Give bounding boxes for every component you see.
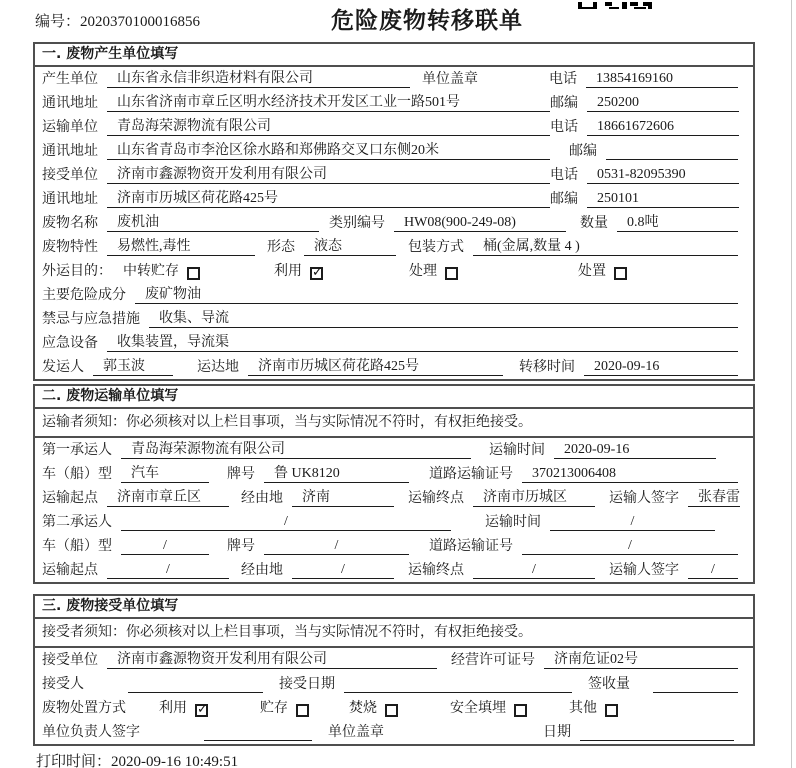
print-time-label: 打印时间： bbox=[36, 754, 112, 768]
shipper-field: 郭玉波 bbox=[93, 358, 173, 376]
destination-field: 济南市历城区荷花路425号 bbox=[248, 358, 503, 376]
receiving-unit-row bbox=[35, 648, 753, 672]
receiving-unit-field: 济南市鑫源物资开发利用有限公司 bbox=[107, 651, 437, 669]
receiver-postcode-field: 250101 bbox=[587, 190, 739, 208]
option-treat bbox=[409, 260, 458, 280]
second-transport-time-field: / bbox=[550, 513, 715, 531]
field-label: 运输单位 bbox=[42, 120, 98, 135]
packaging-field: 桶(金属,数量 4 ) bbox=[473, 238, 738, 256]
plate-label: 牌号 bbox=[227, 539, 255, 554]
option-label: 处置 bbox=[578, 264, 606, 279]
license-number-label: 经营许可证号 bbox=[451, 653, 535, 668]
waste-name-field: 废机油 bbox=[107, 214, 319, 232]
option-label: 贮存 bbox=[260, 701, 288, 716]
emergency-equipment-row bbox=[35, 331, 753, 355]
disposal-method-row bbox=[35, 696, 753, 720]
hazard-component-row bbox=[35, 283, 753, 307]
road-permit-label: 道路运输证号 bbox=[429, 539, 513, 554]
form-state-field: 液态 bbox=[304, 238, 396, 256]
first-transport-time-field: 2020-09-16 bbox=[554, 441, 716, 459]
checkbox-disposal-incinerate bbox=[385, 704, 398, 717]
first-road-permit-field: 370213006408 bbox=[522, 465, 738, 483]
via-label: 经由地 bbox=[241, 563, 283, 578]
waste-property-row bbox=[35, 235, 753, 259]
second-terminus-field: / bbox=[473, 561, 595, 579]
postcode-label: 邮编 bbox=[550, 96, 578, 111]
date-label: 日期 bbox=[543, 725, 571, 740]
receiver-notice: 接受者须知：你必须核对以上栏目事项，当与实际情况不符时，有权拒绝接受。 bbox=[35, 619, 753, 648]
first-carrier-row bbox=[35, 438, 753, 462]
responsible-signature-row bbox=[35, 720, 753, 744]
second-carrier-field: / bbox=[121, 513, 451, 531]
receiving-person-row bbox=[35, 672, 753, 696]
first-carrier-signature-field: 张春雷 bbox=[688, 489, 740, 507]
transfer-time-label: 转移时间 bbox=[519, 360, 575, 375]
carrier-signature-label: 运输人签字 bbox=[609, 563, 679, 578]
field-label: 通讯地址 bbox=[42, 192, 98, 207]
responsible-signature-field bbox=[204, 740, 312, 741]
second-plate-field: / bbox=[264, 537, 409, 555]
second-carrier-row bbox=[35, 510, 753, 534]
destination-label: 运达地 bbox=[197, 360, 239, 375]
transport-time-label: 运输时间 bbox=[485, 515, 541, 530]
option-store bbox=[260, 697, 309, 717]
via-label: 经由地 bbox=[241, 491, 283, 506]
waste-property-field: 易燃性,毒性 bbox=[107, 238, 255, 256]
option-label: 处理 bbox=[409, 264, 437, 279]
shipper-row bbox=[35, 355, 753, 379]
emergency-measures-row bbox=[35, 307, 753, 331]
first-terminus-field: 济南市历城区 bbox=[473, 489, 595, 507]
terminus-label: 运输终点 bbox=[408, 563, 464, 578]
first-carrier-field: 青岛海荣源物流有限公司 bbox=[121, 441, 471, 459]
terminus-label: 运输终点 bbox=[408, 491, 464, 506]
first-route-row bbox=[35, 486, 753, 510]
outbound-purpose-label: 外运目的： bbox=[42, 264, 112, 279]
unit-seal-label: 单位盖章 bbox=[328, 725, 384, 740]
field-label: 主要危险成分 bbox=[42, 288, 126, 303]
receiving-date-field bbox=[344, 692, 572, 693]
second-via-field: / bbox=[292, 561, 394, 579]
field-label: 单位负责人签字 bbox=[42, 725, 140, 740]
postcode-label: 邮编 bbox=[569, 144, 597, 159]
receiving-date-label: 接受日期 bbox=[279, 677, 335, 692]
hazard-component-field: 废矿物油 bbox=[135, 286, 738, 304]
option-label: 其他 bbox=[569, 701, 597, 716]
option-incinerate bbox=[349, 697, 398, 717]
field-label: 禁忌与应急措施 bbox=[42, 312, 140, 327]
option-label: 中转贮存 bbox=[123, 264, 179, 279]
first-vehicle-type-field: 汽车 bbox=[121, 465, 209, 483]
checkbox-disposal-landfill bbox=[514, 704, 527, 717]
packaging-label: 包装方式 bbox=[408, 240, 464, 255]
option-label: 利用 bbox=[159, 701, 187, 716]
field-label: 车（船）型 bbox=[42, 539, 112, 554]
producer-address-field: 山东省济南市章丘区明水经济技术开发区工业一路501号 bbox=[107, 94, 550, 112]
section-producer bbox=[33, 42, 755, 381]
option-secure-landfill bbox=[450, 697, 527, 717]
transporter-notice: 运输者须知：你必须核对以上栏目事项，当与实际情况不符时，有权拒绝接受。 bbox=[35, 409, 753, 438]
quantity-label: 数量 bbox=[580, 216, 608, 231]
first-vehicle-row bbox=[35, 462, 753, 486]
postcode-label: 邮编 bbox=[550, 192, 578, 207]
phone-label: 电话 bbox=[550, 120, 578, 135]
signed-quantity-field bbox=[653, 692, 738, 693]
print-time-value: 2020-09-16 10:49:51 bbox=[111, 754, 239, 768]
category-code-field: HW08(900-249-08) bbox=[394, 214, 566, 232]
page-title: 危险废物转移联单 bbox=[331, 8, 523, 34]
transporter-phone-field: 18661672606 bbox=[587, 118, 739, 136]
signed-quantity-label: 签收量 bbox=[588, 677, 630, 692]
plate-label: 牌号 bbox=[227, 467, 255, 482]
receiving-person-field bbox=[128, 692, 263, 693]
section-receiver bbox=[33, 594, 755, 746]
field-label: 应急设备 bbox=[42, 336, 98, 351]
checkbox-transfer-storage bbox=[187, 267, 200, 280]
serial-number-line bbox=[35, 10, 200, 31]
section-producer-heading: 一. 废物产生单位填写 bbox=[35, 44, 753, 67]
option-label: 安全填埋 bbox=[450, 701, 506, 716]
transport-time-label: 运输时间 bbox=[489, 443, 545, 458]
second-road-permit-field: / bbox=[522, 537, 738, 555]
producer-phone-field: 13854169160 bbox=[586, 70, 738, 88]
checkbox-disposal-other bbox=[605, 704, 618, 717]
first-via-field: 济南 bbox=[292, 489, 394, 507]
license-number-field: 济南危证02号 bbox=[544, 651, 738, 669]
option-dispose bbox=[578, 260, 627, 280]
road-permit-label: 道路运输证号 bbox=[429, 467, 513, 482]
option-utilize bbox=[159, 697, 208, 717]
phone-label: 电话 bbox=[549, 72, 577, 87]
field-label: 接受单位 bbox=[42, 653, 98, 668]
second-origin-field: / bbox=[107, 561, 229, 579]
second-carrier-signature-field: / bbox=[688, 561, 738, 579]
carrier-signature-label: 运输人签字 bbox=[609, 491, 679, 506]
receiver-address-field: 济南市历城区荷花路425号 bbox=[107, 190, 550, 208]
transporter-address-row bbox=[35, 139, 753, 163]
category-code-label: 类别编号 bbox=[329, 216, 385, 231]
field-label: 运输起点 bbox=[42, 563, 98, 578]
option-label: 利用 bbox=[274, 264, 302, 279]
receiver-address-row bbox=[35, 187, 753, 211]
receiver-phone-field: 0531-82095390 bbox=[587, 166, 739, 184]
checkbox-treat bbox=[445, 267, 458, 280]
option-utilize bbox=[274, 260, 323, 280]
emergency-equipment-field: 收集装置，导流渠 bbox=[107, 334, 738, 352]
field-label: 运输起点 bbox=[42, 491, 98, 506]
form-state-label: 形态 bbox=[267, 240, 295, 255]
checkbox-dispose bbox=[614, 267, 627, 280]
print-time-line bbox=[36, 750, 238, 768]
field-label: 第二承运人 bbox=[42, 515, 112, 530]
quantity-field: 0.8吨 bbox=[617, 214, 738, 232]
first-plate-field: 鲁 UK8120 bbox=[264, 465, 409, 483]
option-label: 焚烧 bbox=[349, 701, 377, 716]
phone-label: 电话 bbox=[550, 168, 578, 183]
field-label: 第一承运人 bbox=[42, 443, 112, 458]
field-label: 接受单位 bbox=[42, 168, 98, 183]
second-vehicle-row bbox=[35, 534, 753, 558]
transfer-time-field: 2020-09-16 bbox=[584, 358, 738, 376]
seal-date-field bbox=[580, 740, 734, 741]
field-label: 废物名称 bbox=[42, 216, 98, 231]
waste-name-row bbox=[35, 211, 753, 235]
transporter-address-field: 山东省青岛市李沧区徐水路和郑佛路交叉口东侧20米 bbox=[107, 142, 550, 160]
checkbox-disposal-store bbox=[296, 704, 309, 717]
first-origin-field: 济南市章丘区 bbox=[107, 489, 229, 507]
field-label: 车（船）型 bbox=[42, 467, 112, 482]
transporter-unit-row bbox=[35, 115, 753, 139]
second-vehicle-type-field: / bbox=[121, 537, 209, 555]
checkbox-utilize bbox=[310, 267, 323, 280]
field-label: 通讯地址 bbox=[42, 144, 98, 159]
serial-label: 编号： bbox=[35, 14, 81, 30]
disposal-method-label: 废物处置方式 bbox=[42, 701, 126, 716]
section-receiver-heading: 三. 废物接受单位填写 bbox=[35, 596, 753, 619]
outbound-purpose-row bbox=[35, 259, 753, 283]
producer-unit-row bbox=[35, 67, 753, 91]
field-label: 通讯地址 bbox=[42, 96, 98, 111]
second-route-row bbox=[35, 558, 753, 582]
producer-unit-field: 山东省永信非织造材料有限公司 bbox=[107, 70, 410, 88]
field-label: 废物特性 bbox=[42, 240, 98, 255]
transporter-unit-field: 青岛海荣源物流有限公司 bbox=[107, 118, 550, 136]
section-transporter bbox=[33, 384, 755, 584]
page-edge-divider bbox=[791, 0, 792, 768]
field-label: 产生单位 bbox=[42, 72, 98, 87]
unit-seal-label: 单位盖章 bbox=[422, 72, 478, 87]
option-transfer-storage bbox=[123, 260, 200, 280]
field-label: 发运人 bbox=[42, 360, 84, 375]
qr-code-fragment-icon bbox=[578, 0, 652, 9]
emergency-measures-field: 收集、导流 bbox=[149, 310, 738, 328]
checkbox-disposal-utilize bbox=[195, 704, 208, 717]
transporter-postcode-field bbox=[606, 159, 738, 160]
producer-address-row bbox=[35, 91, 753, 115]
producer-postcode-field: 250200 bbox=[587, 94, 739, 112]
serial-number: 2020370100016856 bbox=[80, 14, 201, 30]
option-other bbox=[569, 697, 618, 717]
field-label: 接受人 bbox=[42, 677, 84, 692]
receiver-unit-row bbox=[35, 163, 753, 187]
receiver-unit-field: 济南市鑫源物资开发利用有限公司 bbox=[107, 166, 550, 184]
section-transporter-heading: 二. 废物运输单位填写 bbox=[35, 386, 753, 409]
